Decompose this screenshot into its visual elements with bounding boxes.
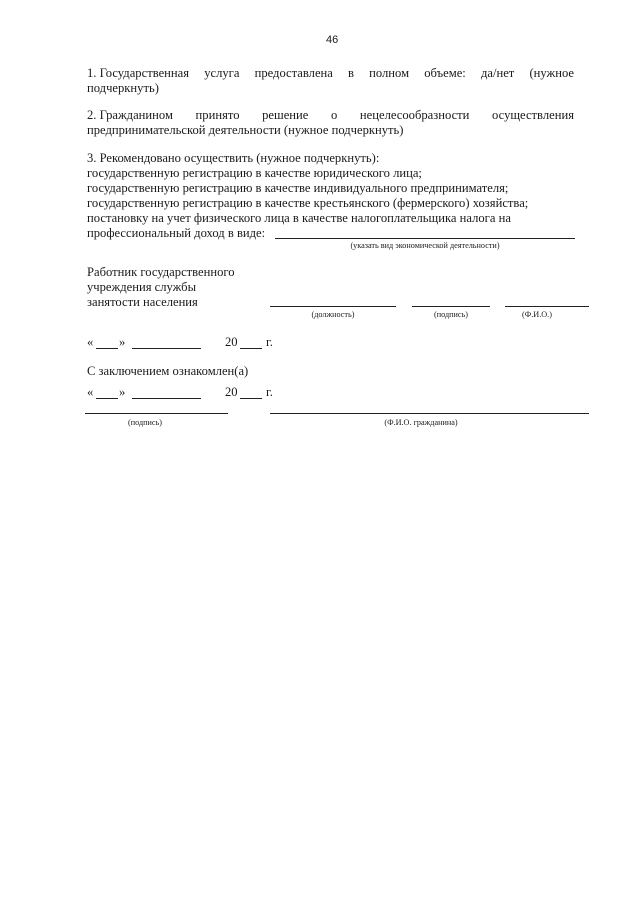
date2-year-suffix: г. — [266, 385, 273, 399]
worker-label-line1: Работник государственного — [87, 265, 235, 279]
date2-year-line — [240, 398, 262, 399]
activity-type-fill-line — [275, 238, 575, 239]
item1-word: полном — [369, 66, 410, 80]
item2-line2: предпринимательской деятельности (нужное подчеркнуть) — [87, 123, 404, 137]
item1-word: 1. Государственная — [87, 66, 190, 80]
activity-type-caption: (указать вид экономической деятельности) — [350, 241, 500, 250]
item1-word: предоставлена — [254, 66, 333, 80]
page-number: 46 — [326, 34, 339, 46]
date1-close-quote: » — [119, 335, 126, 349]
worker-name-line — [505, 306, 589, 307]
date1-day-line — [96, 348, 118, 349]
acknowledged-label: С заключением ознакомлен(а) — [87, 364, 249, 378]
item3-option-farm: государственную регистрацию в качестве крестьянского (фермерского) хозяйства; — [87, 196, 529, 210]
date2-month-line — [132, 398, 201, 399]
item1-word: да/нет — [480, 66, 515, 80]
item2-word: о — [331, 108, 338, 122]
date1-open-quote: « — [87, 335, 94, 349]
item2-word: нецелесообразности — [359, 108, 470, 122]
date2-open-quote: « — [87, 385, 94, 399]
citizen-signature-line — [85, 413, 228, 414]
item3-last-line: профессиональный доход в виде: — [87, 226, 266, 240]
date2-day-line — [96, 398, 118, 399]
item3-option-entrepreneur: государственную регистрацию в качестве индивидуального предпринимателя; — [87, 181, 509, 195]
worker-signature-caption: (подпись) — [434, 310, 468, 319]
item3-option-tax-registration: постановку на учет физического лица в качестве налогоплательщика налога на — [87, 211, 511, 225]
item1-word: (нужное — [529, 66, 574, 80]
item3-heading: 3. Рекомендовано осуществить (нужное подчеркнуть): — [87, 151, 380, 165]
item2-line1 — [87, 108, 574, 123]
date1-year-suffix: г. — [266, 335, 273, 349]
item2-word: осуществления — [492, 108, 574, 122]
item2-word: 2. Гражданином — [87, 108, 173, 122]
worker-name-caption: (Ф.И.О.) — [522, 310, 552, 319]
worker-label-line2: учреждения службы — [87, 280, 197, 294]
worker-position-line — [270, 306, 396, 307]
citizen-signature-caption: (подпись) — [128, 418, 162, 427]
worker-signature-line — [412, 306, 490, 307]
item1-word: услуга — [204, 66, 240, 80]
citizen-name-caption: (Ф.И.О. гражданина) — [384, 418, 458, 427]
item1-word: объеме: — [424, 66, 466, 80]
date1-year-line — [240, 348, 262, 349]
item3-option-legal-entity: государственную регистрацию в качестве юридического лица; — [87, 166, 422, 180]
date1-month-line — [132, 348, 201, 349]
item1-line2: подчеркнуть) — [87, 81, 159, 95]
citizen-name-line — [270, 413, 589, 414]
date2-year-prefix: 20 — [225, 385, 238, 399]
date2-close-quote: » — [119, 385, 126, 399]
worker-position-caption: (должность) — [311, 310, 355, 319]
worker-label-line3: занятости населения — [87, 295, 198, 309]
item2-word: решение — [262, 108, 309, 122]
item1-line1 — [87, 66, 574, 81]
item1-word: в — [348, 66, 354, 80]
item2-word: принято — [195, 108, 240, 122]
date1-year-prefix: 20 — [225, 335, 238, 349]
